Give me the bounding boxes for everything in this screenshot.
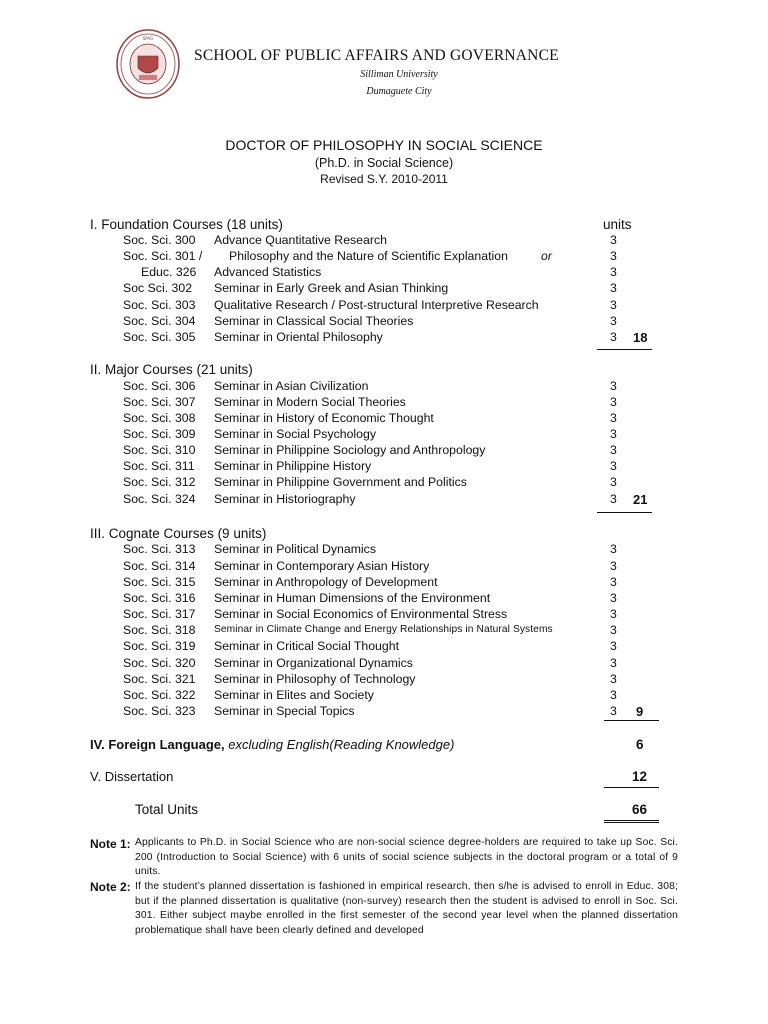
course-title: Seminar in Philosophy of Technology [214, 672, 416, 686]
course-row [0, 559, 768, 575]
course-code: Soc. Sci. 308 [123, 411, 196, 425]
school-name: SCHOOL OF PUBLIC AFFAIRS AND GOVERNANCE [194, 47, 559, 64]
course-code: Soc. Sci. 318 [123, 623, 196, 637]
course-code: Soc. Sci. 316 [123, 591, 196, 605]
course-row [0, 265, 768, 281]
course-units: 3 [610, 395, 617, 409]
course-units: 3 [610, 607, 617, 621]
course-code: Soc. Sci. 313 [123, 542, 196, 556]
course-row [0, 656, 768, 672]
major-heading: II. Major Courses (21 units) [90, 362, 253, 377]
course-units: 3 [610, 459, 617, 473]
university-name: Silliman University [360, 69, 438, 80]
course-units: 3 [610, 492, 617, 506]
course-title: Seminar in Elites and Society [214, 688, 374, 702]
course-row [0, 607, 768, 623]
subtotal-rule [604, 720, 659, 721]
course-row [0, 249, 768, 265]
course-units: 3 [610, 704, 617, 718]
course-units: 3 [610, 427, 617, 441]
course-title: Seminar in Historiography [214, 492, 356, 506]
course-title: Seminar in Philippine Government and Politics [214, 475, 467, 489]
course-row [0, 281, 768, 297]
course-code: Educ. 326 [141, 265, 197, 279]
course-title: Seminar in Climate Change and Energy Relationships in Natural Systems [214, 624, 553, 635]
course-title: Advanced Statistics [214, 265, 322, 279]
subtotal-rule [597, 512, 652, 513]
course-title: Seminar in Philippine History [214, 459, 372, 473]
course-row [0, 298, 768, 314]
course-title: Seminar in Philippine Sociology and Anthropology [214, 443, 486, 457]
course-title: Seminar in Critical Social Thought [214, 639, 399, 653]
course-row [0, 575, 768, 591]
course-row [0, 542, 768, 558]
course-title: Seminar in Early Greek and Asian Thinking [214, 281, 449, 295]
course-units: 3 [610, 411, 617, 425]
course-row [0, 443, 768, 459]
course-title: Seminar in Contemporary Asian History [214, 559, 430, 573]
course-title: Seminar in History of Economic Thought [214, 411, 434, 425]
foreign-language-line [90, 737, 454, 752]
course-title: Seminar in Political Dynamics [214, 542, 376, 556]
total-rule-bottom [604, 822, 659, 823]
course-units: 3 [610, 281, 617, 295]
course-code: Soc. Sci. 309 [123, 427, 196, 441]
course-units: 3 [610, 575, 617, 589]
course-code: Soc. Sci. 301 / [123, 249, 203, 263]
note-2-text: If the student’s planned dissertation is fashioned in empirical research, then s/he is advised to enroll in Educ. 308; but if the planned dissertation is qualitative (non-survey) research then the student is advised to enroll in Soc. Sci. 301. Either subject maybe enrolled in the first semester of the second year level when the planned dissertation problematique shall have been clearly defined and developed [135, 881, 678, 936]
course-row [0, 591, 768, 607]
course-title: Qualitative Research / Post-structural Interpretive Research [214, 298, 539, 312]
course-units: 3 [610, 379, 617, 393]
course-units: 3 [610, 475, 617, 489]
course-units: 3 [610, 298, 617, 312]
course-units: 3 [610, 688, 617, 702]
course-title: Seminar in Oriental Philosophy [214, 330, 383, 344]
course-title: Seminar in Classical Social Theories [214, 314, 414, 328]
course-units: 3 [610, 443, 617, 457]
section-subtotal: 18 [633, 330, 648, 345]
course-row [0, 427, 768, 443]
course-units: 3 [610, 656, 617, 670]
course-units: 3 [610, 314, 617, 328]
course-code: Soc. Sci. 310 [123, 443, 196, 457]
course-title: Seminar in Social Economics of Environmental Stress [214, 607, 508, 621]
course-row [0, 411, 768, 427]
course-code: Soc. Sci. 322 [123, 688, 196, 702]
course-title: Philosophy and the Nature of Scientific Explanation [229, 249, 508, 263]
alternative-note: or [541, 249, 552, 263]
course-row [0, 623, 768, 639]
course-row [0, 314, 768, 330]
units-column-header: units [603, 217, 632, 232]
course-row [0, 672, 768, 688]
cognate-heading: III. Cognate Courses (9 units) [90, 526, 267, 541]
foreign-language-units: 6 [636, 737, 644, 752]
course-code: Soc Sci. 302 [123, 281, 193, 295]
course-title: Seminar in Organizational Dynamics [214, 656, 413, 670]
revised-year: Revised S.Y. 2010-2011 [320, 172, 448, 186]
svg-text:SPAG: SPAG [142, 36, 154, 41]
course-code: Soc. Sci. 324 [123, 492, 196, 506]
course-title: Advance Quantitative Research [214, 233, 387, 247]
course-units: 3 [610, 559, 617, 573]
city-name: Dumaguete City [366, 86, 432, 97]
course-units: 3 [610, 249, 617, 263]
course-code: Soc. Sci. 319 [123, 639, 196, 653]
course-row [0, 395, 768, 411]
total-rule-top [604, 820, 659, 821]
course-row [0, 639, 768, 655]
course-code: Soc. Sci. 320 [123, 656, 196, 670]
course-title: Seminar in Social Psychology [214, 427, 376, 441]
course-title: Seminar in Asian Civilization [214, 379, 369, 393]
section-subtotal: 9 [636, 704, 644, 719]
course-code: Soc. Sci. 303 [123, 298, 196, 312]
total-units-value: 66 [632, 802, 648, 817]
course-code: Soc. Sci. 321 [123, 672, 196, 686]
subtotal-rule [604, 787, 659, 788]
course-code: Soc. Sci. 315 [123, 575, 196, 589]
course-code: Soc. Sci. 300 [123, 233, 196, 247]
course-code: Soc. Sci. 311 [123, 459, 195, 473]
foundation-heading: I. Foundation Courses (18 units) [90, 217, 283, 232]
subtotal-rule [597, 349, 652, 350]
course-units: 3 [610, 672, 617, 686]
course-units: 3 [610, 542, 617, 556]
program-abbrev: (Ph.D. in Social Science) [314, 156, 454, 170]
course-units: 3 [610, 591, 617, 605]
course-row [0, 459, 768, 475]
course-units: 3 [610, 330, 617, 344]
course-units: 3 [610, 265, 617, 279]
foreign-language-label: IV. Foreign Language, [90, 737, 225, 752]
course-row [0, 233, 768, 249]
course-code: Soc. Sci. 305 [123, 330, 196, 344]
course-code: Soc. Sci. 304 [123, 314, 196, 328]
course-row [0, 704, 768, 720]
note-1-text: Applicants to Ph.D. in Social Science who are non-social science degree-holders are required to take up Soc. Sci. 200 (Introduction to Social Science) with 6 units of social science subjects in the doctoral program or a total of 9 units. [135, 837, 678, 877]
course-code: Soc. Sci. 306 [123, 379, 196, 393]
note-2-label: Note 2: [90, 880, 131, 894]
note-1-label: Note 1: [90, 837, 131, 851]
course-title: Seminar in Human Dimensions of the Environment [214, 591, 491, 605]
total-units-label: Total Units [135, 802, 199, 817]
course-title: Seminar in Special Topics [214, 704, 355, 718]
section-subtotal: 21 [633, 492, 648, 507]
course-title: Seminar in Anthropology of Development [214, 575, 438, 589]
course-code: Soc. Sci. 314 [123, 559, 196, 573]
course-code: Soc. Sci. 317 [123, 607, 196, 621]
course-code: Soc. Sci. 323 [123, 704, 196, 718]
course-code: Soc. Sci. 307 [123, 395, 196, 409]
course-units: 3 [610, 623, 617, 637]
course-code: Soc. Sci. 312 [123, 475, 196, 489]
course-units: 3 [610, 233, 617, 247]
course-row [0, 688, 768, 704]
course-title: Seminar in Modern Social Theories [214, 395, 406, 409]
course-units: 3 [610, 639, 617, 653]
foreign-language-detail: excluding English(Reading Knowledge) [228, 737, 455, 752]
dissertation-units: 12 [632, 769, 648, 784]
course-row [0, 379, 768, 395]
course-row [0, 475, 768, 491]
program-title: DOCTOR OF PHILOSOPHY IN SOCIAL SCIENCE [225, 137, 543, 153]
course-row [0, 492, 768, 508]
dissertation-label: V. Dissertation [90, 769, 174, 784]
course-row [0, 330, 768, 346]
